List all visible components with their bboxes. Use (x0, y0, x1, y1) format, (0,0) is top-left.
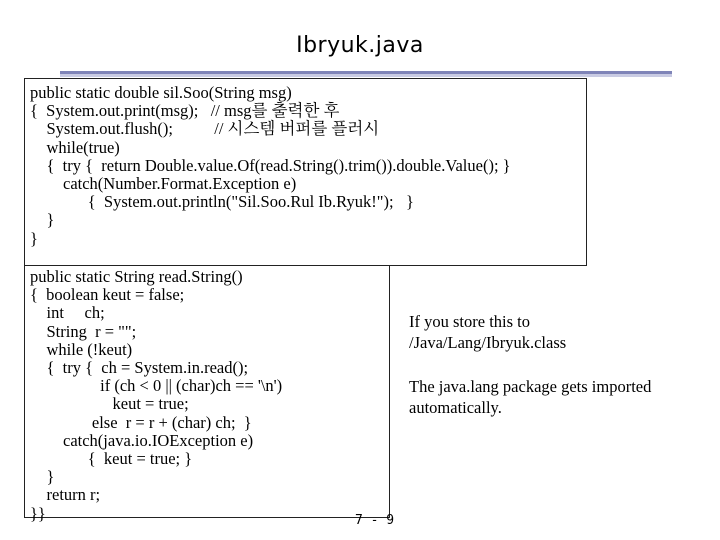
code-line: { try { ch = System.in.read(); (30, 358, 249, 378)
java-lang-import-note: The java.lang package gets imported automatically. (409, 377, 652, 417)
code-line: public static double sil.Soo(String msg) (30, 83, 292, 102)
code-line: }} (30, 503, 46, 523)
code-line: return r; (30, 485, 101, 505)
store-location-note: If you store this to /Java/Lang/Ibryuk.class (409, 312, 567, 352)
page-number: 7 - 9 (355, 513, 395, 528)
code-line: { boolean keut = false; (30, 285, 185, 305)
code-line: } (30, 210, 55, 230)
code-line: System.out.flush(); // 시스템 버퍼를 플러시 (30, 119, 380, 139)
code-line: while (!keut) (30, 339, 133, 359)
code-line: else r = r + (char) ch; } (30, 412, 252, 432)
code-line: catch(java.io.IOException e) (30, 430, 254, 450)
code-line: int ch; (30, 303, 105, 323)
code-line: { try { return Double.value.Of(read.String().trim()).double.Value(); } (30, 155, 511, 175)
code-line: String r = ""; (30, 321, 137, 341)
code-block-read-string (30, 268, 282, 523)
code-line: { System.out.print(msg); // msg를 출력한 후 (30, 101, 340, 121)
title-underline-shadow (60, 74, 672, 77)
code-line: catch(Number.Format.Exception e) (30, 174, 297, 194)
code-line: if (ch < 0 || (char)ch == '\n') (30, 376, 283, 396)
slide-title: Ibryuk.java (296, 33, 424, 58)
code-line: public static String read.String() (30, 267, 243, 286)
code-line: { System.out.println("Sil.Soo.Rul Ib.Ryuk!"); } (30, 192, 414, 212)
code-line: } (30, 467, 55, 487)
code-line: { keut = true; } (30, 449, 193, 469)
code-line: while(true) (30, 137, 120, 157)
code-line: keut = true; (30, 394, 189, 414)
code-block-sil-soo (30, 84, 511, 248)
code-line: } (30, 228, 38, 248)
